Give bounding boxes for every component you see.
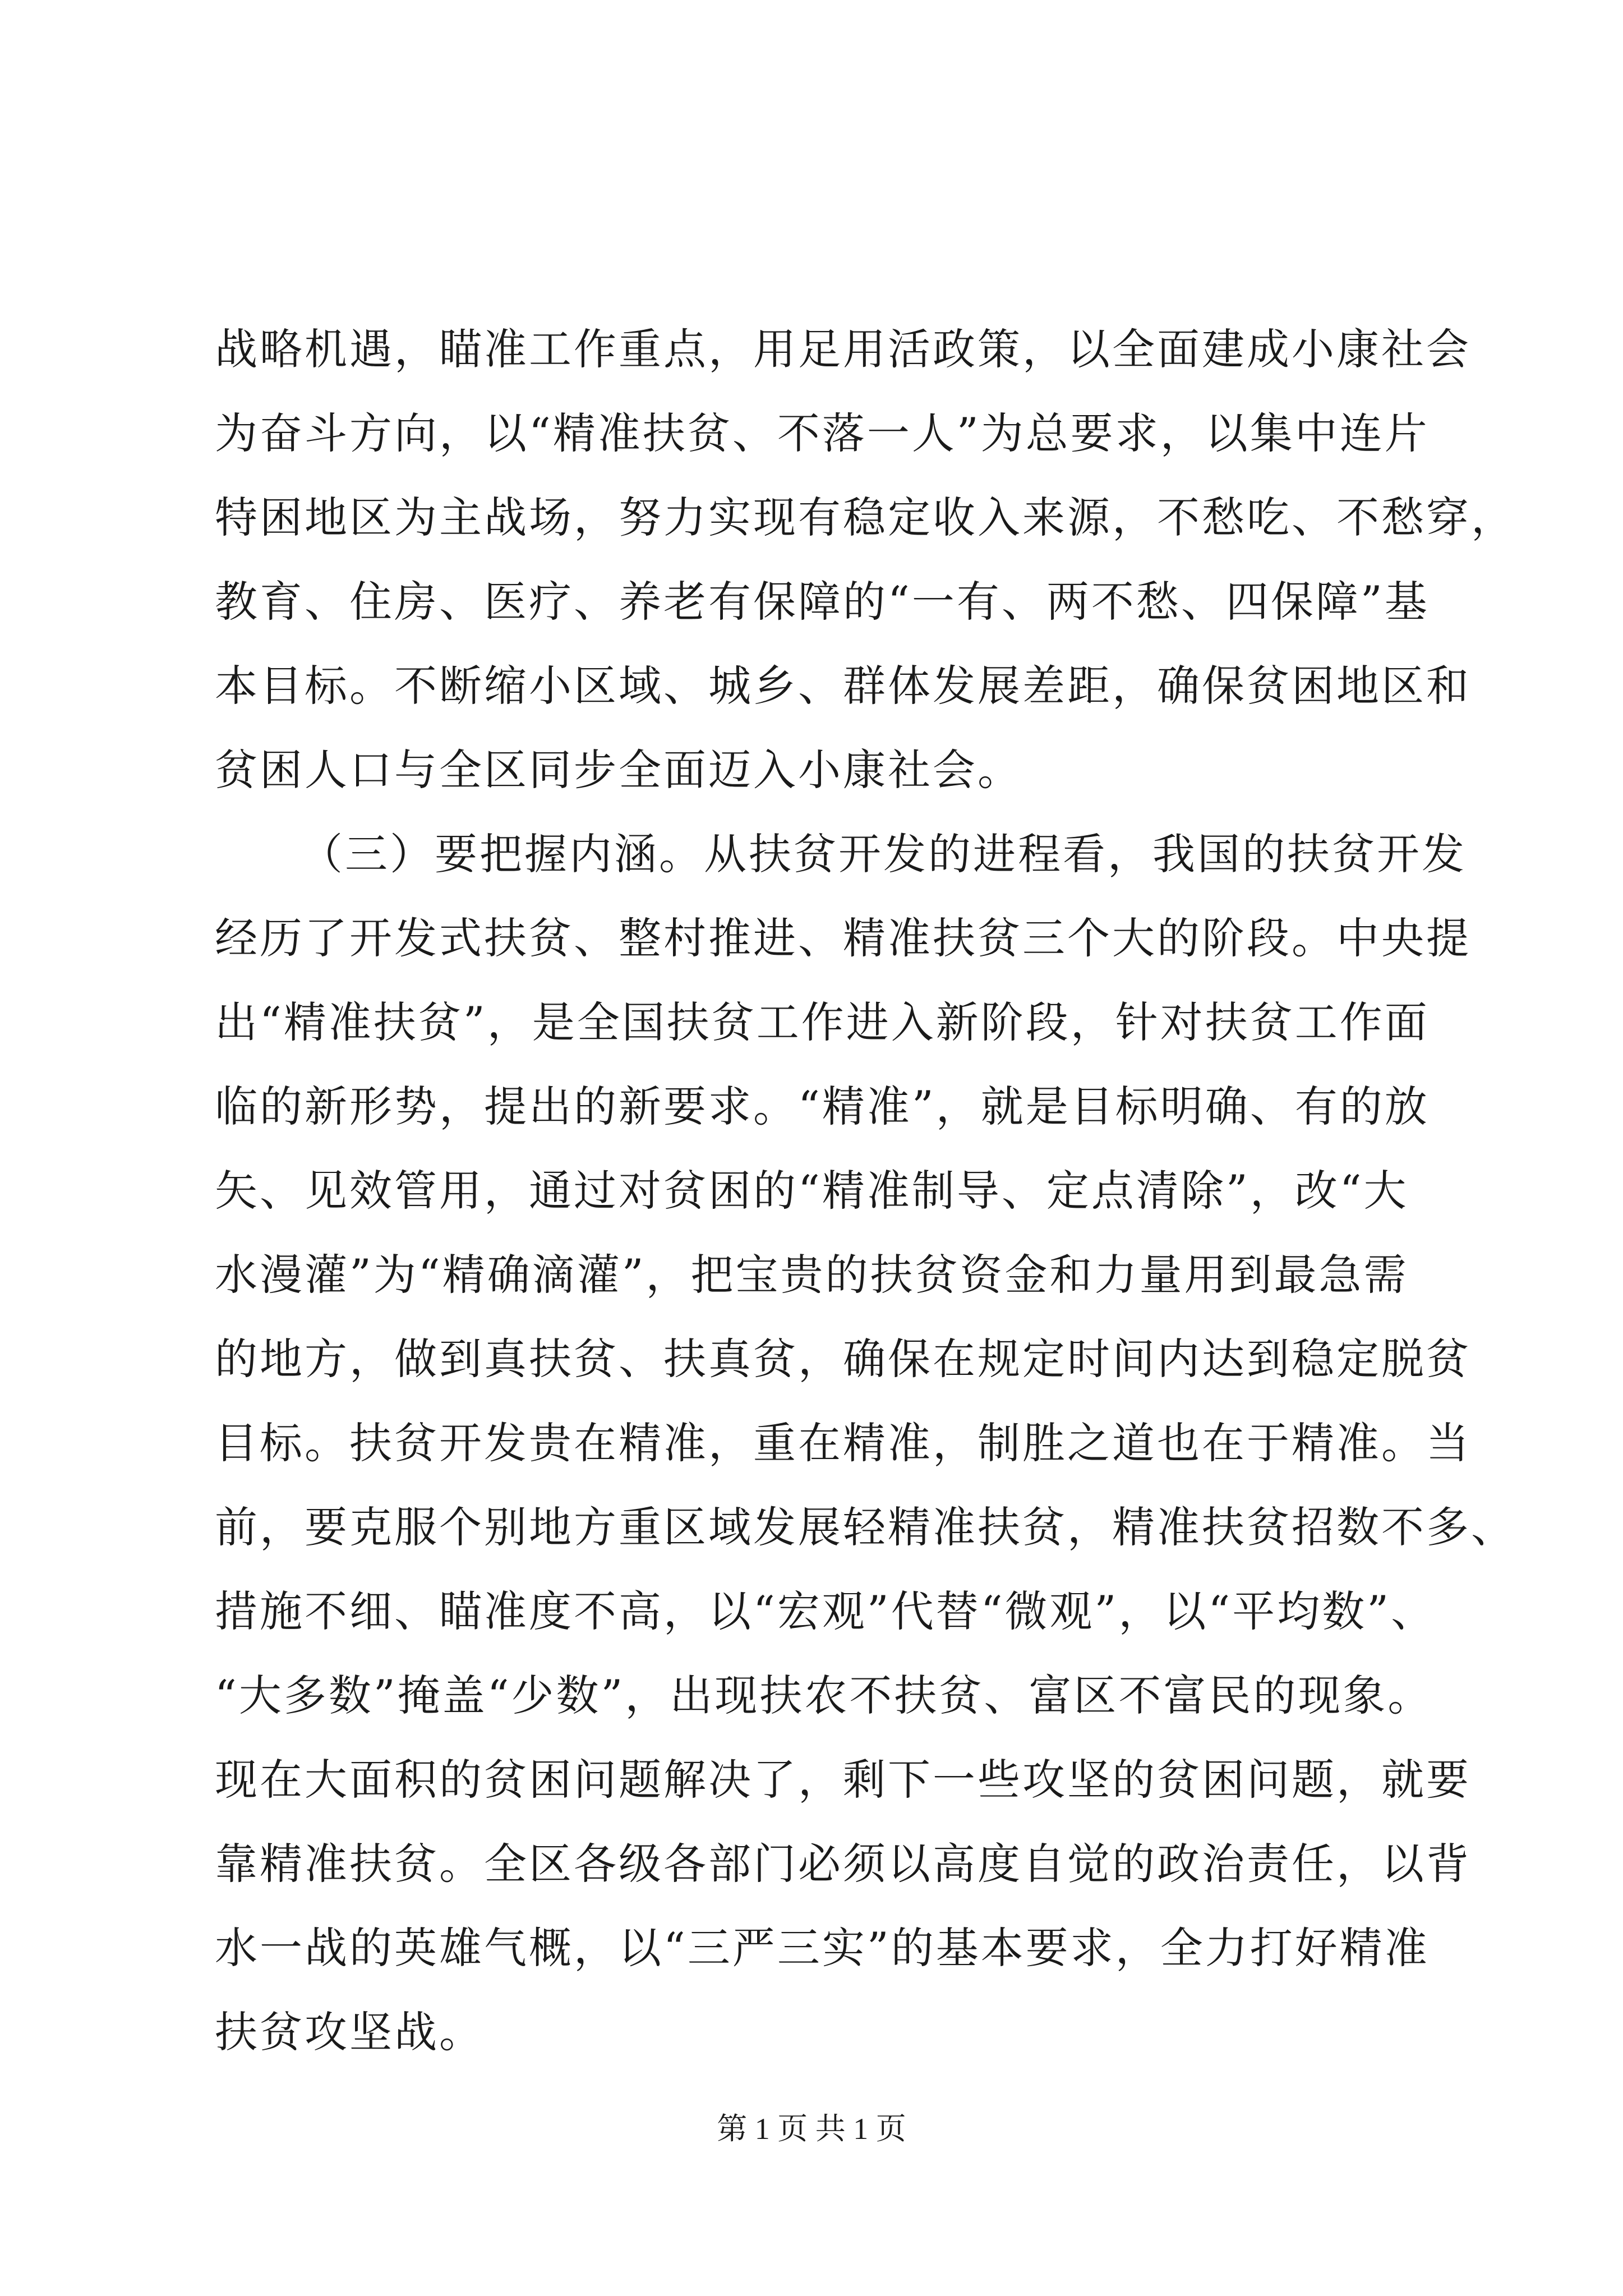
text-line: 临的新形势，提出的新要求。“精准”，就是目标明确、有的放 bbox=[215, 1082, 1430, 1131]
text-line: 前，要克服个别地方重区域发展轻精准扶贫，精准扶贫招数不多、 bbox=[215, 1502, 1516, 1552]
text-line: 特困地区为主战场，努力实现有稳定收入来源，不愁吃、不愁穿， bbox=[215, 493, 1516, 542]
body-text bbox=[215, 307, 1516, 2074]
text-line: 靠精准扶贫。全区各级各部门必须以高度自觉的政治责任，以背 bbox=[215, 1839, 1471, 1889]
text-line: 矢、见效管用，通过对贫困的“精准制导、定点清除”，改“大 bbox=[215, 1166, 1409, 1216]
text-line: 经历了开发式扶贫、整村推进、精准扶贫三个大的阶段。中央提 bbox=[215, 913, 1471, 963]
text-line: 目标。扶贫开发贵在精准，重在精准，制胜之道也在于精准。当 bbox=[215, 1418, 1471, 1468]
section-heading-line: （三）要把握内涵。从扶贫开发的进程看，我国的扶贫开发 bbox=[300, 829, 1467, 879]
text-line: 贫困人口与全区同步全面迈入小康社会。 bbox=[215, 745, 1022, 795]
text-line: “大多数”掩盖“少数”，出现扶农不扶贫、富区不富民的现象。 bbox=[215, 1671, 1433, 1720]
text-line: 为奋斗方向，以“精准扶贫、不落一人”为总要求，以集中连片 bbox=[215, 408, 1430, 458]
page-footer: 第 1 页 共 1 页 bbox=[717, 2112, 906, 2146]
text-line: 扶贫攻坚战。 bbox=[215, 2007, 484, 2057]
text-line: 现在大面积的贫困问题解决了，剩下一些攻坚的贫困问题，就要 bbox=[215, 1755, 1471, 1805]
text-line: 水漫灌”为“精确滴灌”，把宝贵的扶贫资金和力量用到最急需 bbox=[215, 1250, 1409, 1300]
text-line: 的地方，做到真扶贫、扶真贫，确保在规定时间内达到稳定脱贫 bbox=[215, 1334, 1471, 1384]
text-line: 本目标。不断缩小区域、城乡、群体发展差距，确保贫困地区和 bbox=[215, 661, 1471, 711]
text-line: 出“精准扶贫”，是全国扶贫工作进入新阶段，针对扶贫工作面 bbox=[215, 997, 1430, 1047]
text-line: 战略机遇，瞄准工作重点，用足用活政策，以全面建成小康社会 bbox=[215, 324, 1471, 374]
text-line: 措施不细、瞄准度不高，以“宏观”代替“微观”，以“平均数”、 bbox=[215, 1586, 1436, 1636]
text-line: 教育、住房、医疗、养老有保障的“一有、两不愁、四保障”基 bbox=[215, 577, 1430, 627]
text-line: 水一战的英雄气概，以“三严三实”的基本要求，全力打好精准 bbox=[215, 1923, 1430, 1973]
